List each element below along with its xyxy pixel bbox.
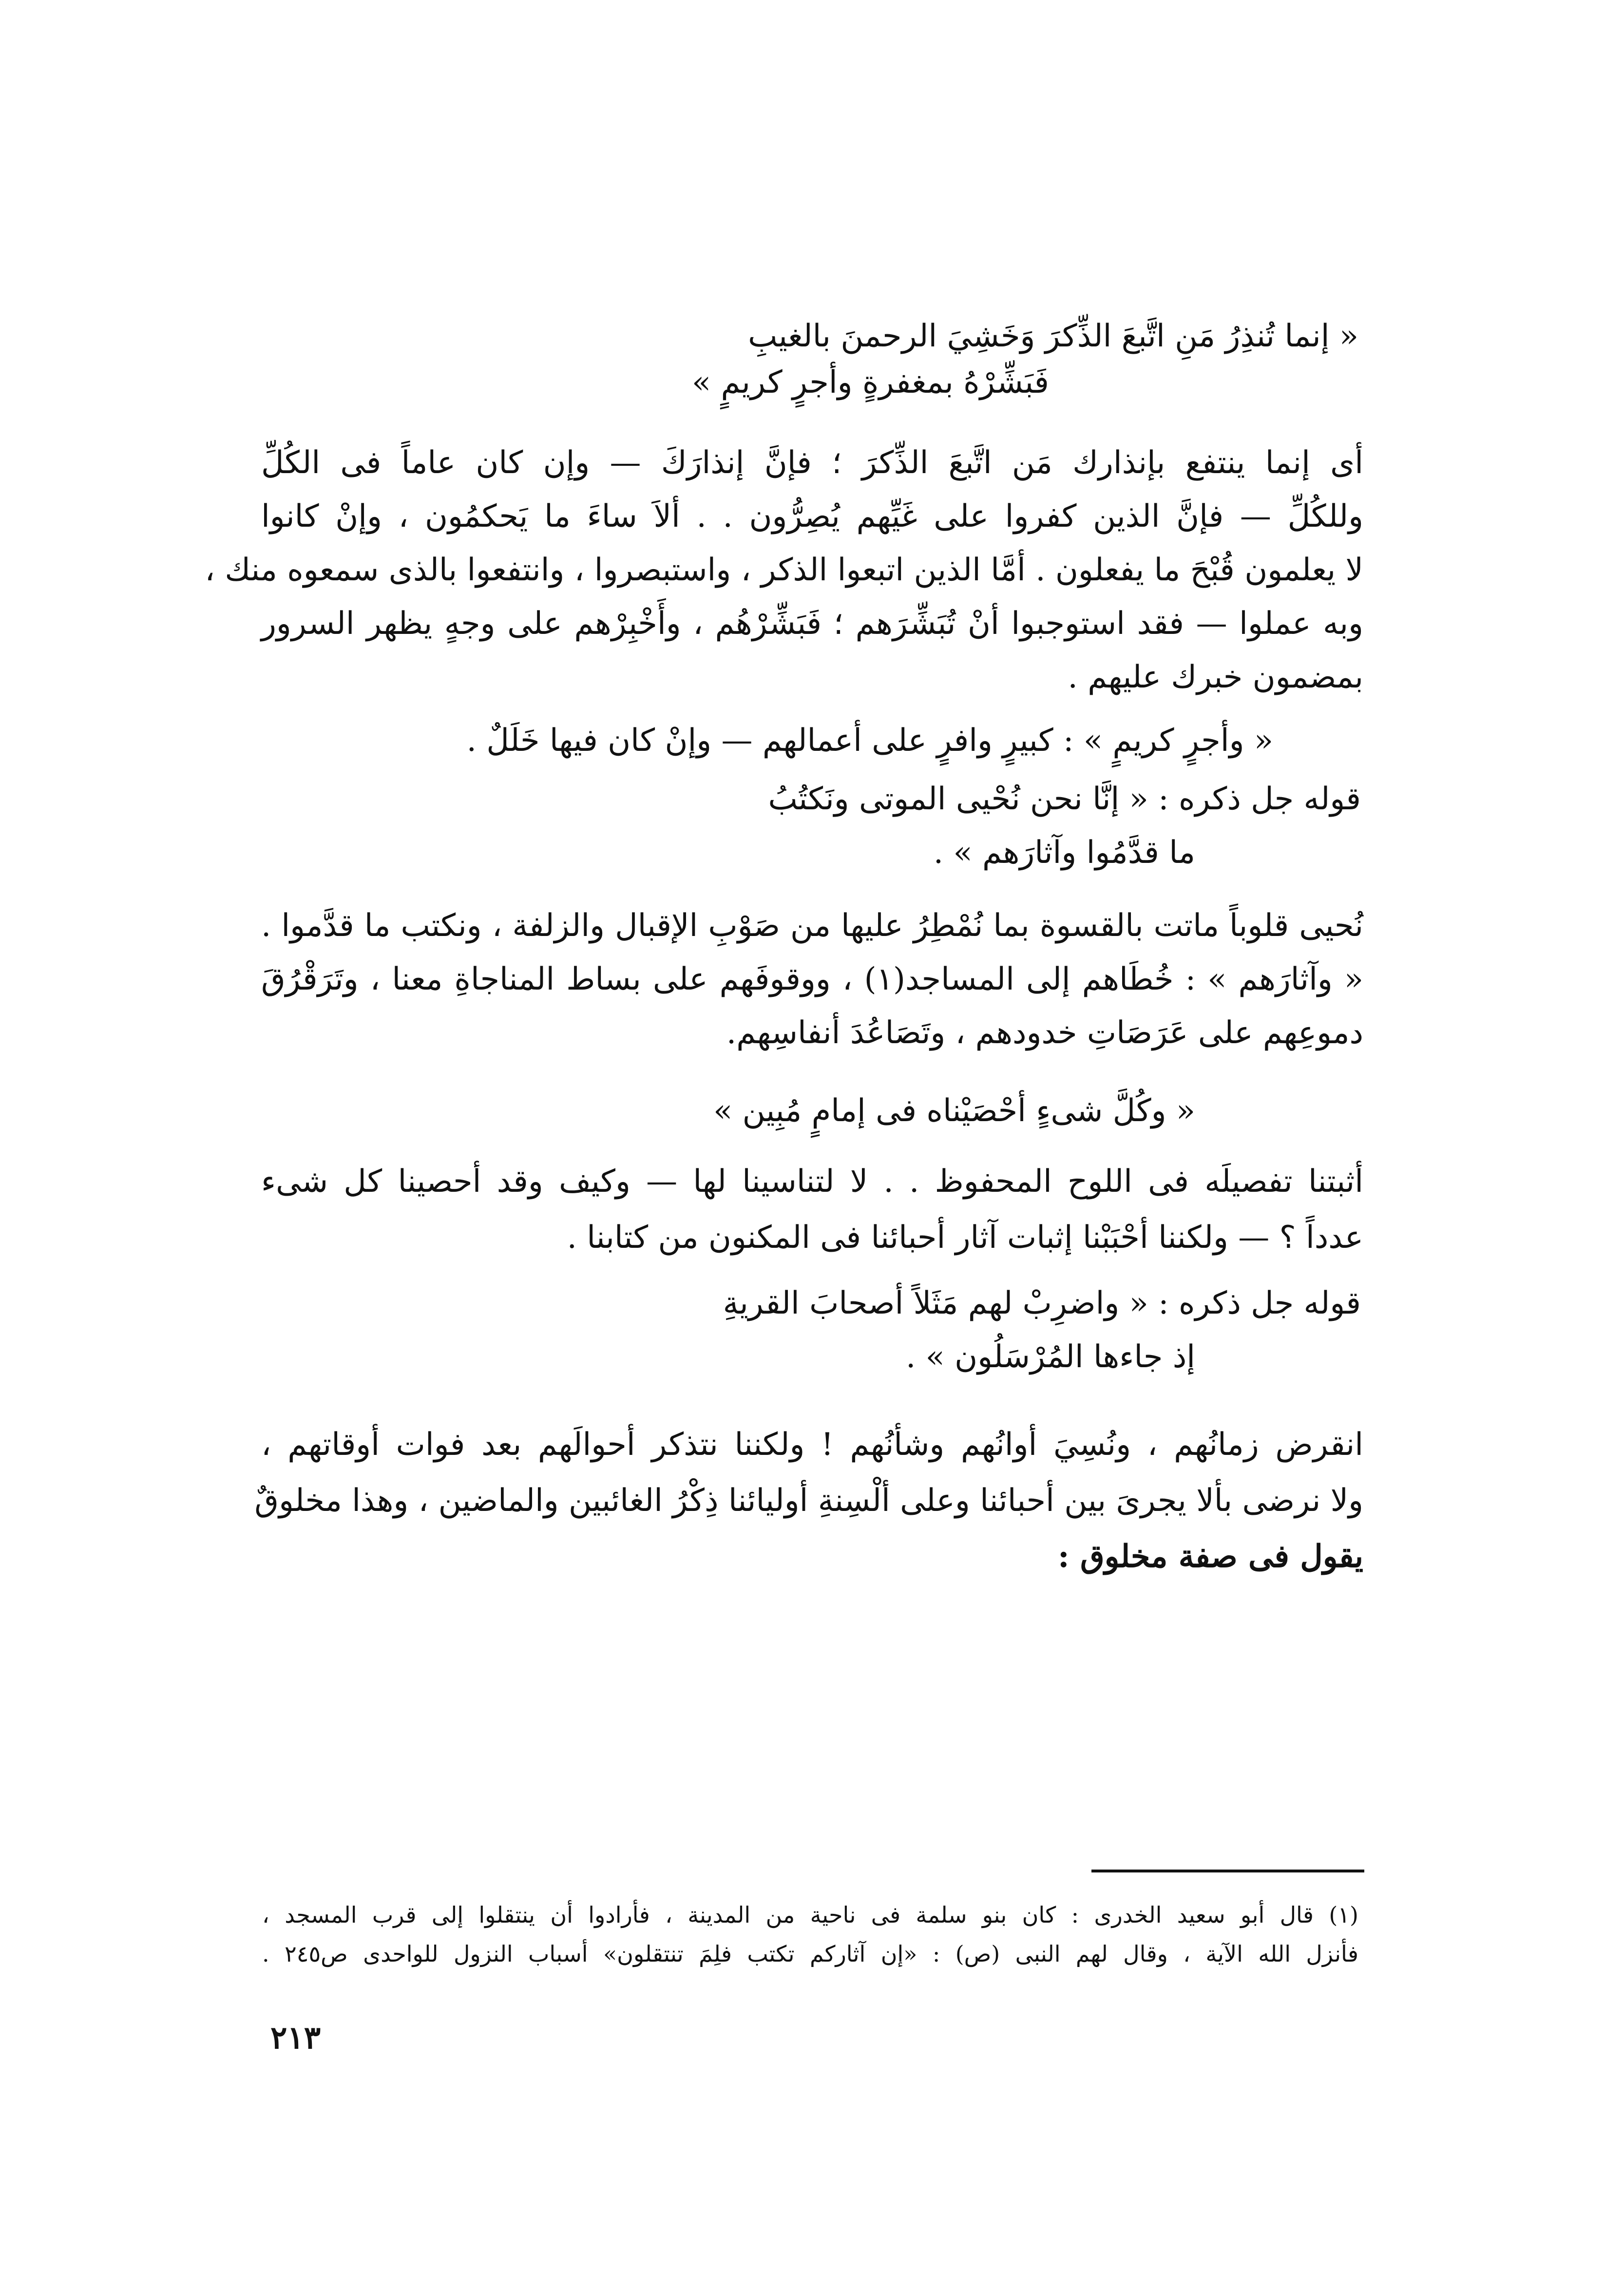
para-1-line-1: أى إنما ينتفع بإنذارك مَن اتَّبعَ الذِّكرَ ؛ فإنَّ إنذارَكَ — وإن كان عاماً فى الكُلِّ — [261, 445, 1364, 481]
verse-2-line-1: قوله جل ذكره : « إنَّا نحن نُحْيى الموتى ونَكتُبُ — [768, 781, 1361, 817]
para-1-line-3: لا يعلمون قُبْحَ ما يفعلون . أمَّا الذين اتبعوا الذكر ، واستبصروا ، وانتفعوا بالذى سمعوه منك ، — [205, 552, 1363, 588]
para-5-line-1: أثبتنا تفصيلَه فى اللوح المحفوظ . . لا لتناسينا لها — وكيف وقد أحصينا كل شىء — [261, 1164, 1363, 1200]
page-number: ٢١٣ — [270, 2020, 321, 2056]
verse-4-line-2: إذ جاءها المُرْسَلُون » . — [905, 1339, 1195, 1375]
footnote-line-1: (١) قال أبو سعيد الخدرى : كان بنو سلمة فى ناحية من المدينة ، فأرادوا أن ينتقلوا إلى قرب المسجد ، — [262, 1902, 1358, 1928]
verse-1-line-2: فَبَشِّرْهُ بمغفرةٍ وأجرٍ كريمٍ » — [691, 364, 1049, 401]
para-5-line-2: عدداً ؟ — ولكننا أحْبَبْنا إثبات آثار أحبائنا فى المكنون من كتابنا . — [567, 1220, 1363, 1256]
para-1-line-2: وللكُلِّ — فإنَّ الذين كفروا على غَيِّهم يُصِرُّون . . ألاَ ساءَ ما يَحكمُون ، وإنْ كانوا — [261, 498, 1363, 535]
para-4-line-1: « وآثارَهم » : خُطَاهم إلى المساجد(١) ، ووقوفَهم على بساط المناجاةِ معنا ، وتَرَقْرُقَ — [261, 961, 1364, 997]
para-6-line-1: انقرض زمانُهم ، ونُسِيَ أوانُهم وشأنُهم ! ولكننا نتذكر أحوالَهم بعد فوات أوقاتهم ، — [261, 1427, 1364, 1463]
para-6-line-2: ولا نرضى بألا يجرىَ بين أحبائنا وعلى ألْسِنةِ أوليائنا ذِكْرُ الغائبين والماضين ، وهذا مخلوقٌ — [254, 1483, 1363, 1519]
para-4-line-2: دموعِهم على عَرَصَاتِ خدودهم ، وتَصَاعُدَ أنفاسِهم. — [726, 1015, 1363, 1051]
verse-3: « وكُلَّ شىءٍ أحْصَيْناه فى إمامٍ مُبِين » — [713, 1093, 1195, 1129]
footnote-rule — [1091, 1870, 1364, 1872]
verse-1-line-1: « إنما تُنذِرُ مَنِ اتَّبعَ الذِّكرَ وَخَشِيَ الرحمنَ بالغيبِ — [748, 318, 1358, 354]
verse-2-line-2: ما قدَّمُوا وآثارَهم » . — [933, 835, 1195, 871]
para-6-line-3: يقول فى صفة مخلوق : — [1058, 1538, 1363, 1575]
para-3: نُحيى قلوباً ماتت بالقسوة بما نُمْطِرُ عليها من صَوْبِ الإقبال والزلفة ، ونكتب ما قدَّموا . — [261, 908, 1364, 944]
para-2: « وأجرٍ كريمٍ » : كبيرٍ وافرٍ على أعمالهم — وإنْ كان فيها خَلَلٌ . — [466, 723, 1273, 759]
verse-4-line-1: قوله جل ذكره : « واضرِبْ لهم مَثَلاً أصحابَ القريةِ — [723, 1285, 1361, 1321]
para-1-line-5: بمضمون خبرك عليهم . — [1068, 659, 1363, 695]
para-1-line-4: وبه عملوا — فقد استوجبوا أنْ تُبَشِّرَهم ؛ فَبَشِّرْهُم ، وأَخْبِرْهم على وجهٍ يظهر السرور — [261, 606, 1363, 642]
footnote-line-2: فأنزل الله الآية ، وقال لهم النبى (ص) : «إن آثاركم تكتب فلِمَ تنتقلون» أسباب النزول للواحدى ص٢٤٥ . — [262, 1941, 1358, 1967]
